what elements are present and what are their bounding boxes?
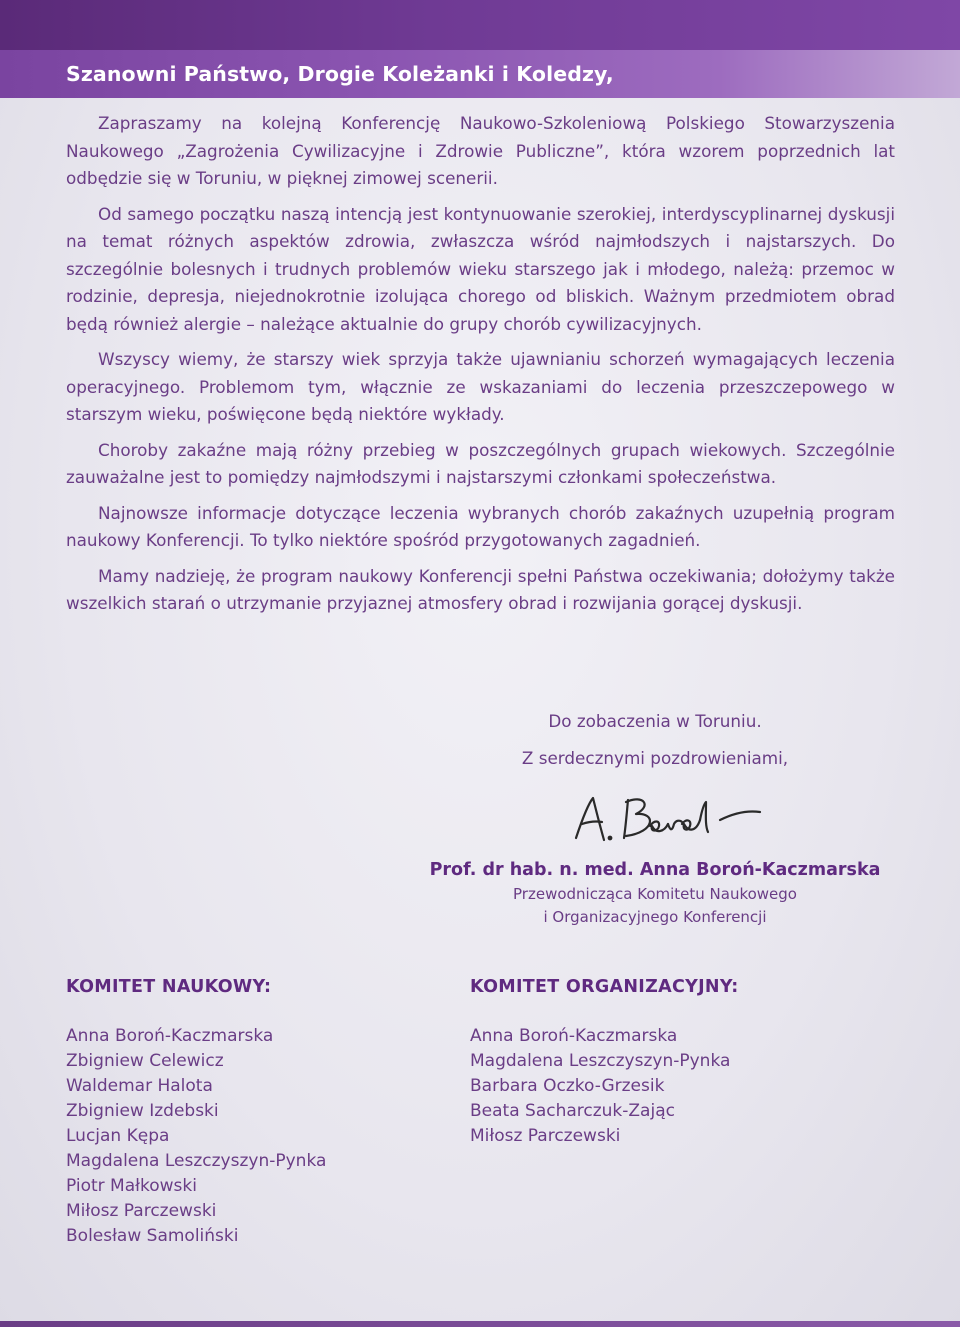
- signer-block: [410, 857, 900, 929]
- signer-role: i Organizacyjnego Konferencji: [543, 908, 767, 926]
- committee-member: Waldemar Halota: [66, 1076, 213, 1096]
- bottom-rule: [0, 1321, 960, 1327]
- signer-name: Prof. dr hab. n. med. Anna Boroń-Kaczmarska: [429, 860, 881, 880]
- scientific-committee-title: KOMITET NAUKOWY:: [66, 977, 272, 997]
- letter-paragraph: Choroby zakaźne mają różny przebieg w poszczególnych grupach wiekowych. Szczególnie zauważalne jest to pomiędzy najmłodszymi i najstarszymi członkami społeczeństwa.: [66, 439, 895, 487]
- greeting-heading: Szanowni Państwo, Drogie Koleżanki i Koledzy,: [66, 62, 614, 86]
- committee-member: Magdalena Leszczyszyn-Pynka: [470, 1051, 731, 1071]
- letter-paragraph: Wszyscy wiemy, że starszy wiek sprzyja także ujawnianiu schorzeń wymagających leczenia operacyjnego. Problemom tym, włącznie ze wskazaniami do leczenia przeszczepowego w starszym wieku, poświęcone będą niektóre wykłady.: [66, 349, 895, 424]
- committee-member: Miłosz Parczewski: [66, 1201, 217, 1221]
- committee-member: Lucjan Kępa: [66, 1126, 170, 1146]
- closing-line: Do zobaczenia w Toruniu.: [548, 711, 762, 731]
- scientific-committee-list: [66, 1024, 446, 1249]
- letter-paragraph: Od samego początku naszą intencją jest kontynuowanie szerokiej, interdyscyplinarnej dyskusji na temat różnych aspektów zdrowia, zwłaszcza wśród najmłodszych i najstarszych. Do szczególnie bolesnych i trudnych problemów wieku starszego jak i młodego, należą: przemoc w rodzinie, depresja, niejednokrotnie izolująca chorego od bliskich. Ważnym przedmiotem obrad będą również alergie – należące aktualnie do grupy chorób cywilizacyjnych.: [66, 203, 895, 334]
- organizing-committee-title: KOMITET ORGANIZACYJNY:: [470, 977, 739, 997]
- scientific-committee: [66, 974, 446, 1249]
- top-banner: [0, 0, 960, 50]
- committee-member: Barbara Oczko-Grzesik: [470, 1076, 665, 1096]
- committee-member: Zbigniew Izdebski: [66, 1101, 219, 1121]
- closing: [480, 708, 830, 772]
- committee-member: Anna Boroń-Kaczmarska: [66, 1026, 274, 1046]
- committee-member: Piotr Małkowski: [66, 1176, 197, 1196]
- committee-member: Zbigniew Celewicz: [66, 1051, 224, 1071]
- organizing-committee-list: [470, 1024, 890, 1149]
- committee-member: Beata Sacharczuk-Zając: [470, 1101, 675, 1121]
- organizing-committee: [470, 974, 890, 1149]
- letter-paragraph: Mamy nadzieję, że program naukowy Konferencji spełni Państwa oczekiwania; dołożymy także wszelkich starań o utrzymanie przyjaznej atmosfery obrad i rozwijania gorącej dyskusji.: [66, 565, 895, 613]
- letter-paragraph: Najnowsze informacje dotyczące leczenia wybranych chorób zakaźnych uzupełnią program naukowy Konferencji. To tylko niektóre spośród przygotowanych zagadnień.: [66, 502, 895, 550]
- signer-role: Przewodnicząca Komitetu Naukowego: [513, 885, 797, 903]
- committee-member: Miłosz Parczewski: [470, 1126, 621, 1146]
- handwritten-signature: [560, 790, 770, 850]
- committee-member: Magdalena Leszczyszyn-Pynka: [66, 1151, 327, 1171]
- closing-line: Z serdecznymi pozdrowieniami,: [521, 748, 789, 768]
- committee-member: Anna Boroń-Kaczmarska: [470, 1026, 678, 1046]
- letter-body: [66, 110, 895, 626]
- letter-paragraph: Zapraszamy na kolejną Konferencję Naukowo-Szkoleniową Polskiego Stowarzyszenia Naukowego „Zagrożenia Cywilizacyjne i Zdrowie Publiczne”, która wzorem poprzednich lat odbędzie się w Toruniu, w pięknej zimowej scenerii.: [66, 113, 895, 188]
- committee-member: Bolesław Samoliński: [66, 1226, 239, 1246]
